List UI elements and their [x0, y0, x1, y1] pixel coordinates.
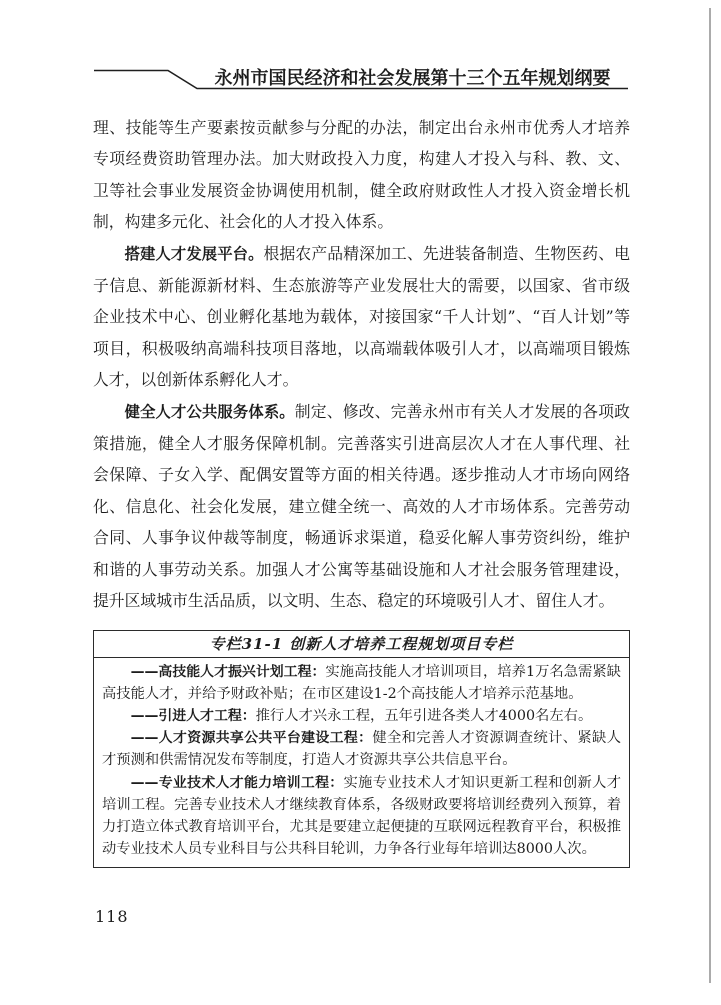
page-content — [93, 112, 630, 868]
box-item-2 — [102, 705, 621, 727]
box-item-3-text: 健全和完善人才资源调查统计、紧缺人才预测和供需情况发布等制度，打造人才资源共享公共信息平台。 — [102, 730, 621, 769]
paragraph-2-lead: 搭建人才发展平台。 — [124, 244, 264, 263]
box-item-4-lead: ——专业技术人才能力培训工程： — [130, 774, 344, 791]
box-item-4-text: 实施专业技术人才知识更新工程和创新人才培训工程。完善专业技术人才继续教育体系，各级财政要将培训经费列入预算，着力打造立体式教育培训平台，尤其是要建立起便捷的互联网远程教育平台，积极推动专业技术人员专业科目与公共科目轮训，力争各行业每年培训达8000人次。 — [102, 774, 621, 858]
feature-box-title: 专栏31-1 创新人才培养工程规划项目专栏 — [94, 631, 629, 658]
scan-edge-line — [709, 8, 711, 983]
page-number: 118 — [95, 907, 129, 926]
box-item-4 — [102, 772, 621, 861]
page-header — [0, 0, 721, 100]
feature-box-31-1 — [93, 630, 630, 869]
body-paragraph-1: 理、技能等生产要素按贡献参与分配的办法，制定出台永州市优秀人才培养专项经费资助管理办法。加大财政投入力度，构建人才投入与科、教、文、卫等社会事业发展资金协调使用机制，健全政府财政性人才投入资金增长机制，构建多元化、社会化的人才投入体系。 — [93, 118, 630, 232]
box-item-3-lead: ——人才资源共享公共平台建设工程： — [130, 730, 373, 747]
body-paragraph-2 — [93, 238, 630, 396]
paragraph-3-lead: 健全人才公共服务体系。 — [124, 402, 295, 421]
box-item-3 — [102, 727, 621, 771]
paragraph-3-text: 制定、修改、完善永州市有关人才发展的各项政策措施，健全人才服务保障机制。完善落实引进高层次人才在人事代理、社会保障、子女入学、配偶安置等方面的相关待遇。逐步推动人才市场向网络化、信息化、社会化发展，建立健全统一、高效的人才市场体系。完善劳动合同、人事争议仲裁等制度，畅通诉求渠道，稳妥化解人事劳资纠纷，维护和谐的人事劳动关系。加强人才公寓等基础设施和人才社会服务管理建设，提升区域城市生活品质，以文明、生态、稳定的环境吸引人才、留住人才。 — [93, 401, 630, 611]
paragraph-2-text: 根据农产品精深加工、先进装备制造、生物医药、电子信息、新能源新材料、生态旅游等产业发展壮大的需要，以国家、省市级企业技术中心、创业孵化基地为载体，对接国家“千人计划”、“百人计划”等项目，积极吸纳高端科技项目落地，以高端载体吸引人才，以高端项目锻炼人才，以创新体系孵化人才。 — [93, 243, 630, 390]
feature-box-body — [94, 658, 629, 868]
running-head-title: 永州市国民经济和社会发展第十三个五年规划纲要 — [214, 68, 611, 89]
box-item-1 — [102, 661, 621, 705]
box-item-2-lead: ——引进人才工程： — [130, 707, 256, 724]
box-item-1-text: 实施高技能人才培训项目，培养1万名急需紧缺高技能人才，并给予财政补贴；在市区建设1-2个高技能人才培养示范基地。 — [102, 663, 621, 702]
box-item-2-text: 推行人才兴永工程，五年引进各类人才4000名左右。 — [255, 707, 593, 724]
box-item-1-lead: ——高技能人才振兴计划工程： — [130, 663, 326, 680]
body-paragraph-3 — [93, 396, 630, 617]
